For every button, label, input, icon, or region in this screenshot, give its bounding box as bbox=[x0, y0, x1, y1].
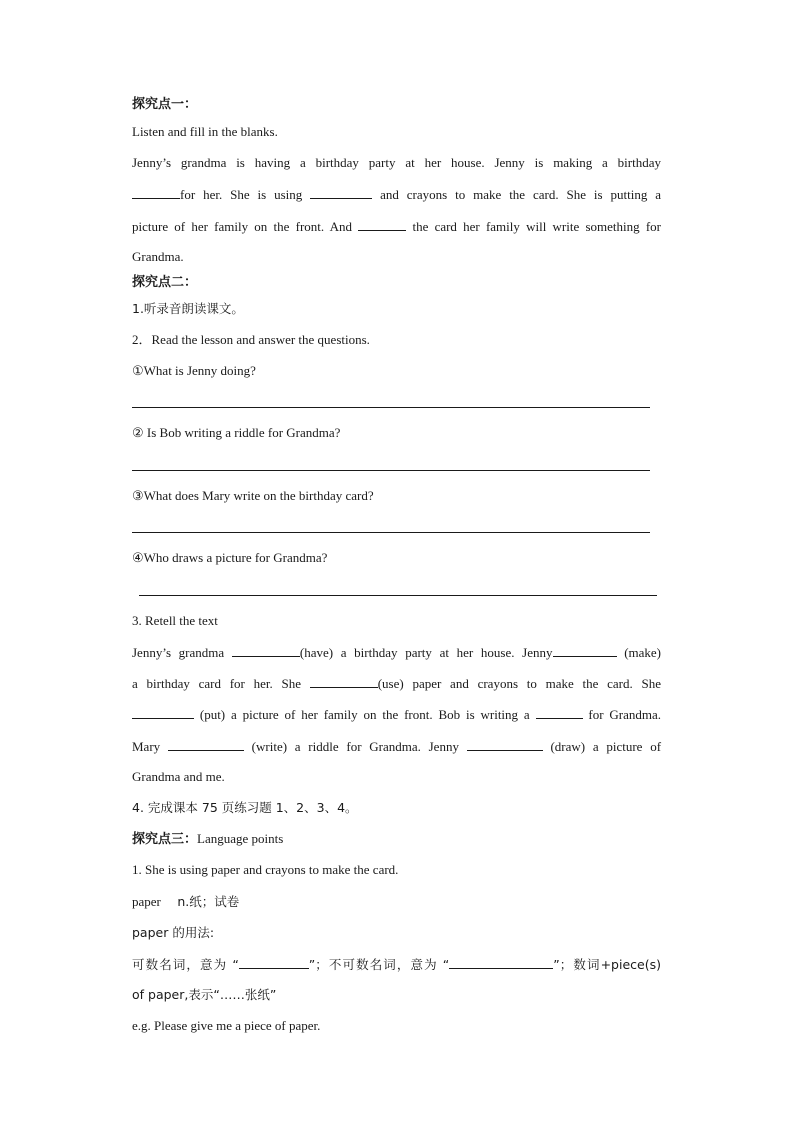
task-4: 4. 完成课本 75 页练习题 1、2、3、4。 bbox=[132, 800, 358, 815]
usage-line-1: 可数名词，意为 “ ”；不可数名词，意为 “ ”；数词+piece(s) bbox=[132, 957, 661, 972]
answer-line-1[interactable] bbox=[132, 407, 650, 408]
question-2: ② Is Bob writing a riddle for Grandma? bbox=[132, 425, 341, 440]
section1-heading: 探究点一： bbox=[132, 97, 198, 112]
retell-line-3: (put) a picture of her family on the front. Bob is writing a for Grandma. bbox=[132, 706, 661, 723]
fill-blank[interactable] bbox=[310, 675, 378, 688]
vocab-paper: paper n.纸；试卷 bbox=[132, 894, 240, 909]
fill-blank[interactable] bbox=[168, 738, 244, 751]
passage-line-2: for her. She is using and crayons to make the card. She is putting a bbox=[132, 186, 661, 203]
answer-line-2[interactable] bbox=[132, 470, 650, 471]
retell-line-2: a birthday card for her. She (use) paper and crayons to make the card. She bbox=[132, 676, 661, 691]
fill-blank[interactable] bbox=[132, 706, 194, 719]
section2-heading: 探究点二： bbox=[132, 275, 198, 290]
question-1: ①What is Jenny doing? bbox=[132, 363, 256, 378]
passage-line-3: picture of her family on the front. And the card her family will write something for bbox=[132, 219, 662, 234]
passage-line-4: Grandma. bbox=[132, 249, 184, 264]
retell-line-4: Mary (write) a riddle for Grandma. Jenny (draw) a picture of bbox=[132, 739, 662, 754]
example-sentence: e.g. Please give me a piece of paper. bbox=[132, 1018, 321, 1033]
language-point-1: 1. She is using paper and crayons to make the card. bbox=[132, 862, 399, 877]
section1-instruction: Listen and fill in the blanks. bbox=[132, 124, 278, 139]
usage-title: paper 的用法: bbox=[132, 925, 215, 940]
fill-blank[interactable] bbox=[132, 186, 180, 199]
usage-line-2: of paper,表示“……张纸” bbox=[132, 987, 277, 1002]
section3-heading-en: Language points bbox=[197, 831, 284, 846]
fill-blank[interactable] bbox=[467, 738, 543, 751]
fill-blank[interactable] bbox=[449, 956, 553, 969]
retell-line-5: Grandma and me. bbox=[132, 769, 225, 784]
task-3: 3. Retell the text bbox=[132, 613, 218, 628]
fill-blank[interactable] bbox=[553, 644, 617, 657]
fill-blank[interactable] bbox=[232, 644, 300, 657]
section3-heading-row bbox=[132, 831, 283, 848]
answer-line-3[interactable] bbox=[132, 532, 650, 533]
question-3: ③What does Mary write on the birthday card? bbox=[132, 488, 374, 503]
retell-line-1: Jenny’s grandma (have) a birthday party at her house. Jenny (make) bbox=[132, 645, 662, 660]
fill-blank[interactable] bbox=[239, 956, 309, 969]
section3-heading: 探究点三： bbox=[132, 832, 198, 847]
answer-line-4[interactable] bbox=[139, 595, 657, 596]
fill-blank[interactable] bbox=[536, 706, 583, 719]
task-1: 1.听录音朗读课文。 bbox=[132, 301, 244, 316]
task-2: 2．Read the lesson and answer the questions. bbox=[132, 332, 370, 347]
fill-blank[interactable] bbox=[310, 186, 372, 199]
passage-line-1: Jenny’s grandma is having a birthday party at her house. Jenny is making a birthday bbox=[132, 155, 661, 170]
question-4: ④Who draws a picture for Grandma? bbox=[132, 550, 328, 565]
fill-blank[interactable] bbox=[358, 218, 406, 231]
